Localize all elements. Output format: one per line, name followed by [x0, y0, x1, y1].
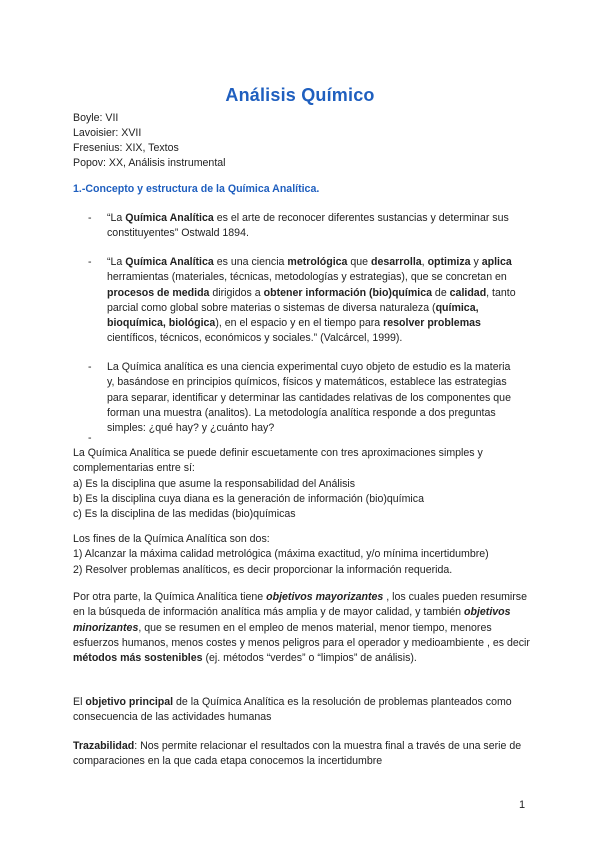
bullet-valcarcel-definition: “La Química Analítica es una ciencia metrológica que desarrolla, optimiza y aplica herramientas (materiales, técnicas, metodologías y estrategias), que se concretan en procesos de medida dirigidos a obtener información (bio)química de calidad, tanto parcial como global sobre materias o sistemas de diversa naturaleza (química, bioquímica, biológica), en el espacio y en el tiempo para resolver problemas científicos, técnicos, económicos y sociales.” (Valcárcel, 1999). [107, 256, 516, 345]
approach-a: a) Es la disciplina que asume la responsabilidad del Análisis [73, 477, 356, 490]
bullet-mark: - [88, 212, 92, 224]
meta-line-popov: Popov: XX, Análisis instrumental [73, 157, 226, 169]
bullet-experimental-science: La Química analítica es una ciencia experimental cuyo objeto de estudio es la materia y, basándose en principios químicos, físicos y matemáticos, establece las estrategias para separar, identificar y determinar las cantidades relativas de los componentes que forman una muestra (analitos). La metodología analítica responde a dos preguntas simples: ¿qué hay? y ¿cuánto hay? [107, 361, 511, 435]
bullet-mark-empty: - [88, 432, 92, 444]
approaches-intro: La Química Analítica se puede definir escuetamente con tres aproximaciones simples y complementarias entre sí: [73, 447, 483, 475]
fines-item-2: 2) Resolver problemas analíticos, es decir proporcionar la información requerida. [73, 563, 453, 576]
section-heading: 1.-Concepto y estructura de la Química Analítica. [73, 183, 320, 195]
fines-intro: Los fines de la Química Analítica son dos: [73, 533, 270, 545]
paragraph-trazabilidad: Trazabilidad: Nos permite relacionar el resultados con la muestra final a través de una serie de comparaciones en la que cada etapa conocemos la incertidumbre [73, 740, 522, 768]
fines-item-1: 1) Alcanzar la máxima calidad metrológica (máxima exactitud, y/o mínima incertidumbre) [73, 548, 489, 561]
bullet-mark: - [88, 361, 92, 373]
paragraph-approaches [73, 446, 533, 522]
bullet-mark: - [88, 256, 92, 268]
meta-line-boyle: Boyle: VII [73, 112, 119, 124]
paragraph-fines [73, 532, 533, 578]
bullet-ostwald-definition: “La Química Analítica es el arte de reconocer diferentes sustancias y determinar sus constituyentes” Ostwald 1894. [107, 212, 509, 240]
approach-c: c) Es la disciplina de las medidas (bio)químicas [73, 508, 296, 521]
approach-b: b) Es la disciplina cuya diana es la generación de información (bio)química [73, 492, 424, 505]
paragraph-objetivos: Por otra parte, la Química Analítica tiene objetivos mayorizantes , los cuales pueden resumirse en la búsqueda de información analítica más amplia y de mayor calidad, y también objetivos minorizantes, que se resumen en el empleo de menos material, menor tiempo, menores esfuerzos humanos, menos costes y menos peligros para el operador y medioambiente , es decir métodos más sostenibles (ej. métodos “verdes” o “limpios” de análisis). [73, 591, 530, 665]
page-number: 1 [519, 799, 526, 811]
meta-line-fresenius: Fresenius: XIX, Textos [73, 142, 179, 154]
page-title: Análisis Químico [225, 85, 375, 105]
meta-line-lavoisier: Lavoisier: XVII [73, 127, 142, 139]
paragraph-objetivo-principal: El objetivo principal de la Química Analítica es la resolución de problemas planteados como consecuencia de las actividades humanas [73, 696, 512, 724]
